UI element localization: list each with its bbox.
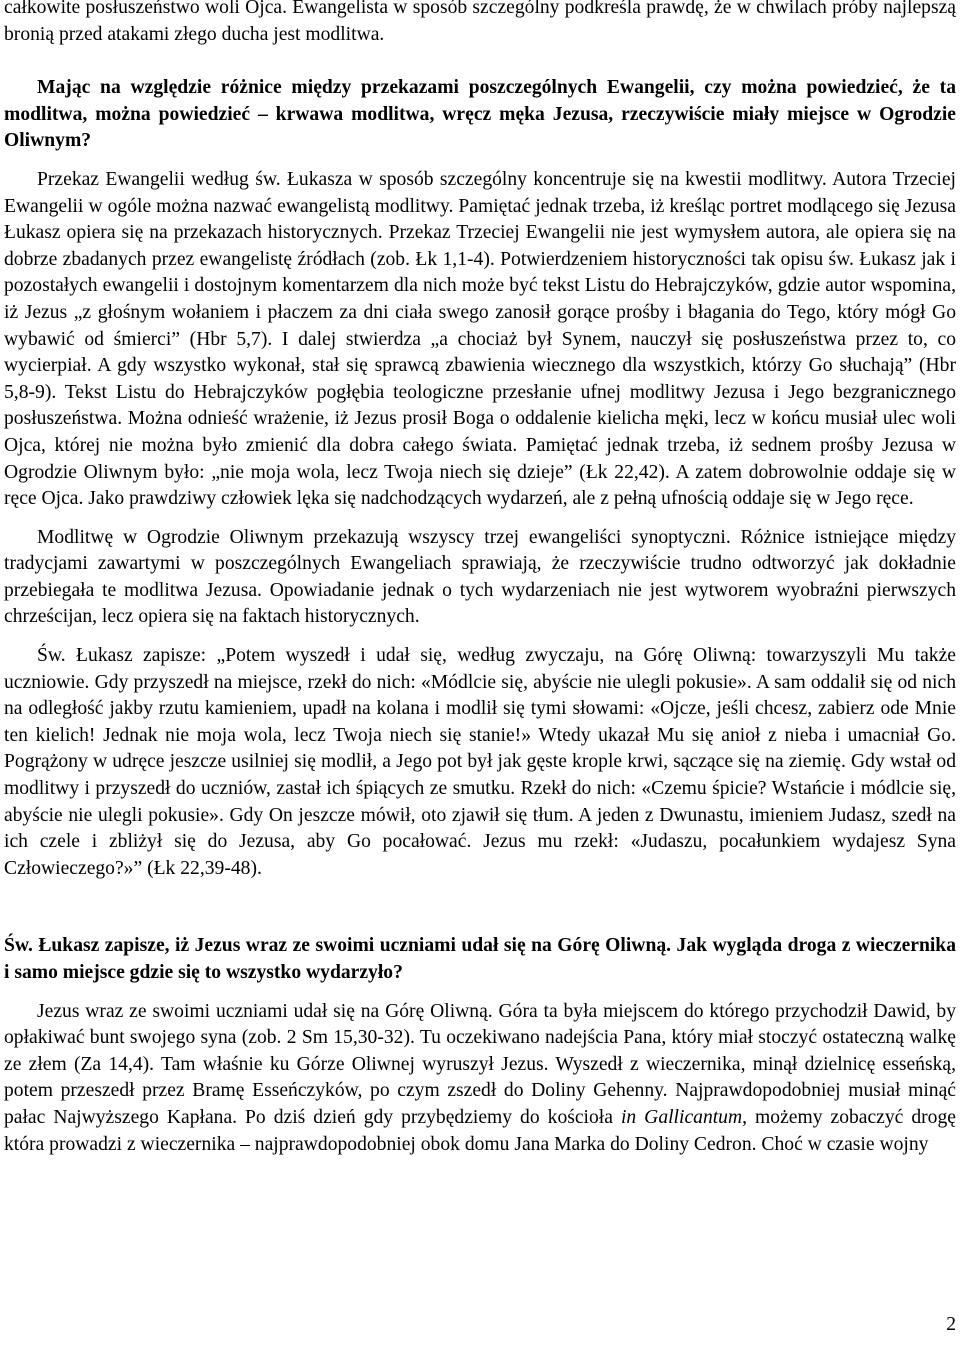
text-fragment-top: całkowite posłuszeństwo woli Ojca. Ewangelista w sposób szczególny podkreśla prawdę, że w chwilach próby najlepszą bronią przed atakami złego ducha jest modlitwa. — [4, 0, 956, 45]
document-page — [4, 0, 956, 1158]
paragraph-4 — [4, 999, 956, 1159]
question-heading-2: Św. Łukasz zapisze, iż Jezus wraz ze swoimi uczniami udał się na Górę Oliwną. Jak wygląda droga z wieczernika i samo miejsce gdzie się to wszystko wydarzyło? — [4, 935, 956, 983]
paragraph-4-text-b: , możemy zobaczyć drogę która prowadzi z wieczernika – najprawdopodobniej obok domu Jana Marka do Doliny Cedron. Choć w czasie wojny — [4, 1106, 956, 1155]
paragraph-2: Modlitwę w Ogrodzie Oliwnym przekazują wszyscy trzej ewangeliści synoptyczni. Różnice istniejące między tradycjami zawartymi w poszczególnych Ewangeliach sprawiają, że rzeczywiście trudno odtworzyć jak dokładnie przebiegała te modlitwa Jezusa. Opowiadanie jednak o tych wydarzeniach nie jest wytworem wyobraźni pierwszych chrześcijan, lecz opiera się na faktach historycznych. — [4, 526, 956, 628]
paragraph-4-text-a: Jezus wraz ze swoimi uczniami udał się na Górę Oliwną. Góra ta była miejscem do którego przychodził Dawid, by opłakiwać bunt swojego syna (zob. 2 Sm 15,30-32). Tu oczekiwano nadejścia Pana, który miał stoczyć ostateczną walkę ze złem (Za 14,4). Tam właśnie ku Górze Oliwnej wyruszył Jezus. Wyszedł z wieczernika, minął dzielnicę esseńską, potem przeszedł przez Bramę Esseńczyków, po czym zszedł do Doliny Gehenny. Najprawdopodobniej musiał minąć pałac Najwyższego Kapłana. Po dziś dzień gdy przybędziemy do kościoła — [4, 1000, 956, 1128]
paragraph-3: Św. Łukasz zapisze: „Potem wyszedł i udał się, według zwyczaju, na Górę Oliwną: towarzyszyli Mu także uczniowie. Gdy przyszedł na miejsce, rzekł do nich: «Módlcie się, abyście nie ulegli pokusie». A sam oddalił się od nich na odległość jakby rzutu kamieniem, upadł na kolana i modlił się tymi słowami: «Ojcze, jeśli chcesz, zabierz ode Mnie ten kielich! Jednak nie moja wola, lecz Twoja niech się stanie!» Wtedy ukazał Mu się anioł z nieba i umacniał Go. Pogrążony w udręce jeszcze usilniej się modlił, a Jego pot był jak gęste krople krwi, sączące się na ziemię. Gdy wstał od modlitwy i przyszedł do uczniów, zastał ich śpiących ze smutku. Rzekł do nich: «Czemu śpicie? Wstańcie i módlcie się, abyście nie ulegli pokusie». Gdy On jeszcze mówił, oto zjawił się tłum. A jeden z Dwunastu, imieniem Judasz, szedł na ich czele i zbliżył się do Jezusa, aby Go pocałować. Jezus mu rzekł: «Judaszu, pocałunkiem wydajesz Syna Człowieczego?»” (Łk 22,39-48). — [4, 645, 956, 879]
paragraph-4-italic-term: in Gallicantum — [620, 1106, 743, 1128]
paragraph-1: Przekaz Ewangelii według św. Łukasza w sposób szczególny koncentruje się na kwestii modlitwy. Autora Trzeciej Ewangelii w ogóle można nazwać ewangelistą modlitwy. Pamiętać jednak trzeba, iż kreśląc portret modlącego się Jezusa Łukasz opiera się na przekazach historycznych. Przekaz Trzeciej Ewangelii nie jest wymysłem autora, ale opiera się na dobrze zbadanych przez ewangelistę źródłach (zob. Łk 1,1-4). Potwierdzeniem historyczności tak opisu św. Łukasz jak i pozostałych ewangelii i dostojnym komentarzem dla nich może być tekst Listu do Hebrajczyków, gdzie autor wspomina, iż Jezus „z głośnym wołaniem i płaczem za dni ciała swego zanosił gorące prośby i błagania do Tego, który mógł Go wybawić od śmierci” (Hbr 5,7). I dalej stwierdza „a chociaż był Synem, nauczył się posłuszeństwa przez to, co wycierpiał. A gdy wszystko wykonał, stał się sprawcą zbawienia wiecznego dla wszystkich, którzy Go słuchają” (Hbr 5,8-9). Tekst Listu do Hebrajczyków pogłębia teologiczne przesłanie ufnej modlitwy Jezusa i Jego bezgranicznego posłuszeństwa. Można odnieść wrażenie, iż Jezus prosił Boga o oddalenie kielicha męki, lecz w końcu musiał ulec woli Ojca, której nie można było zmienić dla dobra całego świata. Pamiętać jednak trzeba, iż sednem prośby Jezusa w Ogrodzie Oliwnym było: „nie moja wola, lecz Twoja niech się dzieje” (Łk 22,42). A zatem dobrowolnie oddaje się w ręce Ojca. Jako prawdziwy człowiek lęka się nadchodzących wydarzeń, ale z pełną ufnością oddaje się w Jego ręce. — [4, 168, 956, 510]
page-number: 2 — [946, 1314, 956, 1335]
question-heading-1: Mając na względzie różnice między przekazami poszczególnych Ewangelii, czy można powiedzieć, że ta modlitwa, można powiedzieć – krwawa modlitwa, wręcz męka Jezusa, rzeczywiście miały miejsce w Ogrodzie Oliwnym? — [4, 77, 956, 152]
